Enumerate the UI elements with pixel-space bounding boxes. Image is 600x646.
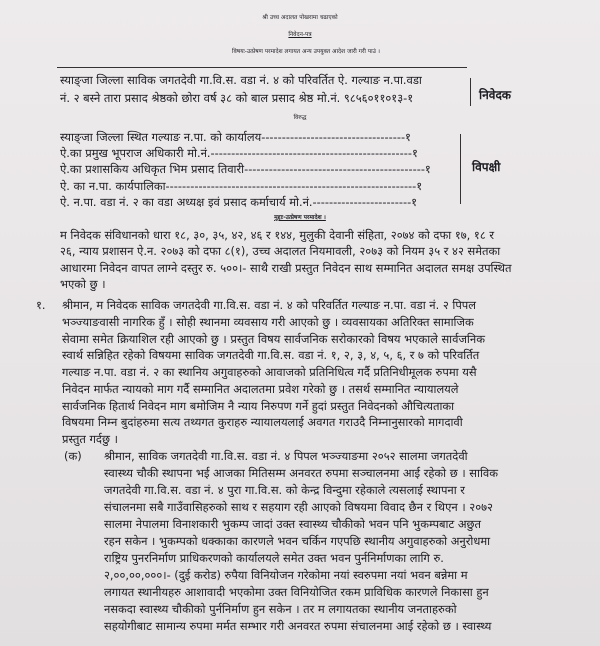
para-ka-line: रहन सकेन । भुकम्पको धक्काका कारणले भवन चर्किन गएपछि स्थानीय अगुवाहरुको अनुरोधमा [104,534,491,548]
para1-line: गल्याङ न.पा. वडा नं. २ का स्थानिय अगुवाहरुको आवाजको प्रतिनिधित्व गर्दै प्रतिनिधीमूलक रुपमा यसै [62,365,477,379]
respondent-line-3: ऐ.का प्रशासकिय अधिकृत भिम प्रसाद तिवारी--------------------------------------------१ [60,162,431,176]
intro-line-3: आधारमा निवेदन वापत लाग्ने दस्तुर रु. ५००।- साथै राखी प्रस्तुत निवेदन साथ सम्मानित अदालत समक्ष उपस्थित [60,261,512,275]
para1-line: प्रस्तुत गर्दछु । [62,432,118,446]
para1-line: भञ्ज्याङवासी नागरिक हुँ । सोही स्थानमा व्यवसाय गरी आएको छु । व्यवसायका अतिरिक्त सामाजिक [62,315,474,329]
petitioner-top-rule [57,67,467,68]
respondent-line-4: ऐ. का न.पा. कार्यपालिका-------------------------------------------------------------१ [60,179,423,193]
petitioner-label: निवेदक [479,88,512,102]
para1-line: श्रीमान, म निवेदक साविक जगतदेवी गा.वि.स. वडा नं. ४ को परिवर्तित गल्याङ न.पा. वडा नं. २ पिपल [62,298,477,312]
para1-line: निवेदन मार्फत न्यायको माग गर्दै सम्मानित अदालतमा प्रवेश गरेको छु । तसर्थ सम्मानित न्यायालयले [62,382,459,396]
para-ka-line: श्रीमान, साविक जगतदेवी गा.वि.स. वडा नं. ४ पिपल भञ्ज्याङमा २०५२ सालमा जगतदेवी [104,449,468,463]
document-type: निवेदन-पत्र [288,32,312,38]
para-ka-number: (क) [64,449,82,463]
para-ka-line: राष्ट्रिय पुनरनिर्माण प्राधिकरणको कार्यालयले समेत उक्त भवन पुर्ननिर्माणका लागि रु. [104,551,444,565]
para-ka-line: नसकदा स्वास्थ्य चौकीको पुर्ननिर्माण हुन सकेन । तर म लगायतका स्थानीय जनताहरुको [104,602,457,616]
petitioner-line-1: स्याङ्जा जिल्ला साविक जगतदेवी गा.वि.स. वडा नं. ४ को परिवर्तित ऐ. गल्याङ न.पा.वडा [60,73,422,87]
para-ka-line: जगतदेवी गा.वि.स. वडा नं. ४ पुरा गा.वि.स. को केन्द्र विन्दुमा रहेकाले त्यसलाई स्थापना र [104,483,465,497]
petitioner-bracket [470,78,471,106]
petitioner-line-2: नं. २ बस्ने तारा प्रसाद श्रेष्ठको छोरा वर्ष ३८ को बाल प्रसाद श्रेष्ठ मो.नं. ९८५६०११०१३-१ [60,91,414,105]
respondent-bracket [460,134,461,204]
para1-number: १. [36,298,46,312]
respondent-line-2: ऐ.का प्रमुख भूपराज अधिकारी मो.नं.-------------------------------------------------१ [60,146,418,160]
para-ka-line: सालमा नेपालमा विनाशकारी भुकम्प जादां उक्त स्वास्थ्य चौकीको भवन पनि भुकम्पबाट अछुत [104,517,482,531]
respondent-label: विपक्षी [472,160,501,174]
para1-line: स्वार्थ सन्निहित रहेको विषयमा साविक जगतदेवी गा.वि.स. वडा नं. १, २, ३, ४, ५, ६, र ७ को परिवर्तित [62,348,480,362]
para1-line: सेवामा समेत क्रियाशिल रही आएको छु । प्रस्तुत विषय सार्वजनिक सरोकारको विषय भएकाले सार्वजनिक [62,332,485,346]
para-ka-line: २,००,००,०००।- (दुई करोड) रुपैया विनियोजन गरेकोमा नयां स्वरुपमा नयां भवन बन्नेमा म [104,568,468,582]
intro-line-2: २६, न्याय प्रशासन ऐ.न. २०७३ को दफा ८(१), उच्च अदालत नियमावली, २०७३ को नियम ३५ र ४२ समेतका [60,244,501,258]
para-ka-line: स्वास्थ्य चौकी स्थापना भई आजका मितिसम्म अनवरत रुपमा सञ्चालनमा आई रहेको छ । साविक [104,466,498,480]
para-ka-line: सहयोगीबाट सामान्य रुपमा मर्मत सम्भार गरी अनवरत रुपमा संचालनमा आई रहेको छ । स्वास्थ्य [104,619,492,633]
respondent-line-5: ऐ. न.पा. वडा नं. २ का वडा अध्यक्ष इवं प्रसाद कर्माचार्य मो.नं.------------------------१ [60,195,418,209]
intro-line-4: भएको छु । [60,277,106,291]
subject-line: विषयः-उत्प्रेषण परमादेश लगायत अन्य उपयुक्त आदेश जारी गरी पाउं । [231,49,380,55]
para1-line: सार्वजनिक हितार्थ निवेदन माग बमोजिम नै न्याय निरुपण गर्ने हुदां प्रस्तुत निवेदनको औचित्यताका [62,399,455,413]
versus-label: विरुद्ध [293,115,307,121]
para-ka-line: लगायत स्थानीयहरु आशावादी भएकोमा उक्त विनियोजित रकम प्राविधिक कारणले निकासा हुन [104,585,489,599]
respondent-line-1: स्याङ्जा जिल्ला स्थित गल्याङ न.पा. को कार्यालय-----------------------------------१ [60,130,411,144]
case-title: मुद्दाः-उत्प्रेषण परमादेश । [274,215,326,221]
intro-line-1: म निवेदक संविधानको धारा १८, ३०, ३५, ४२, ४६ र १४४, मुलुकी देवानी संहिता, २०७४ को दफा १७, १८ र [60,228,495,242]
para-ka-line: संचालनमा सबै गाउँवासिहरुको साथ र सहयाग रही आएको विषयमा विवाद छैन र थिएन । २०७२ [104,500,493,514]
para1-line: विषयमा निम्न बुदांहरुमा सत्य तथ्यगत कुराहरु न्यायालयलाई अवगत गराउदै निम्नानुसारको मागदावी [62,415,463,429]
court-heading: श्री उच्च अदालत पोखरामा चढाएको [262,15,338,21]
